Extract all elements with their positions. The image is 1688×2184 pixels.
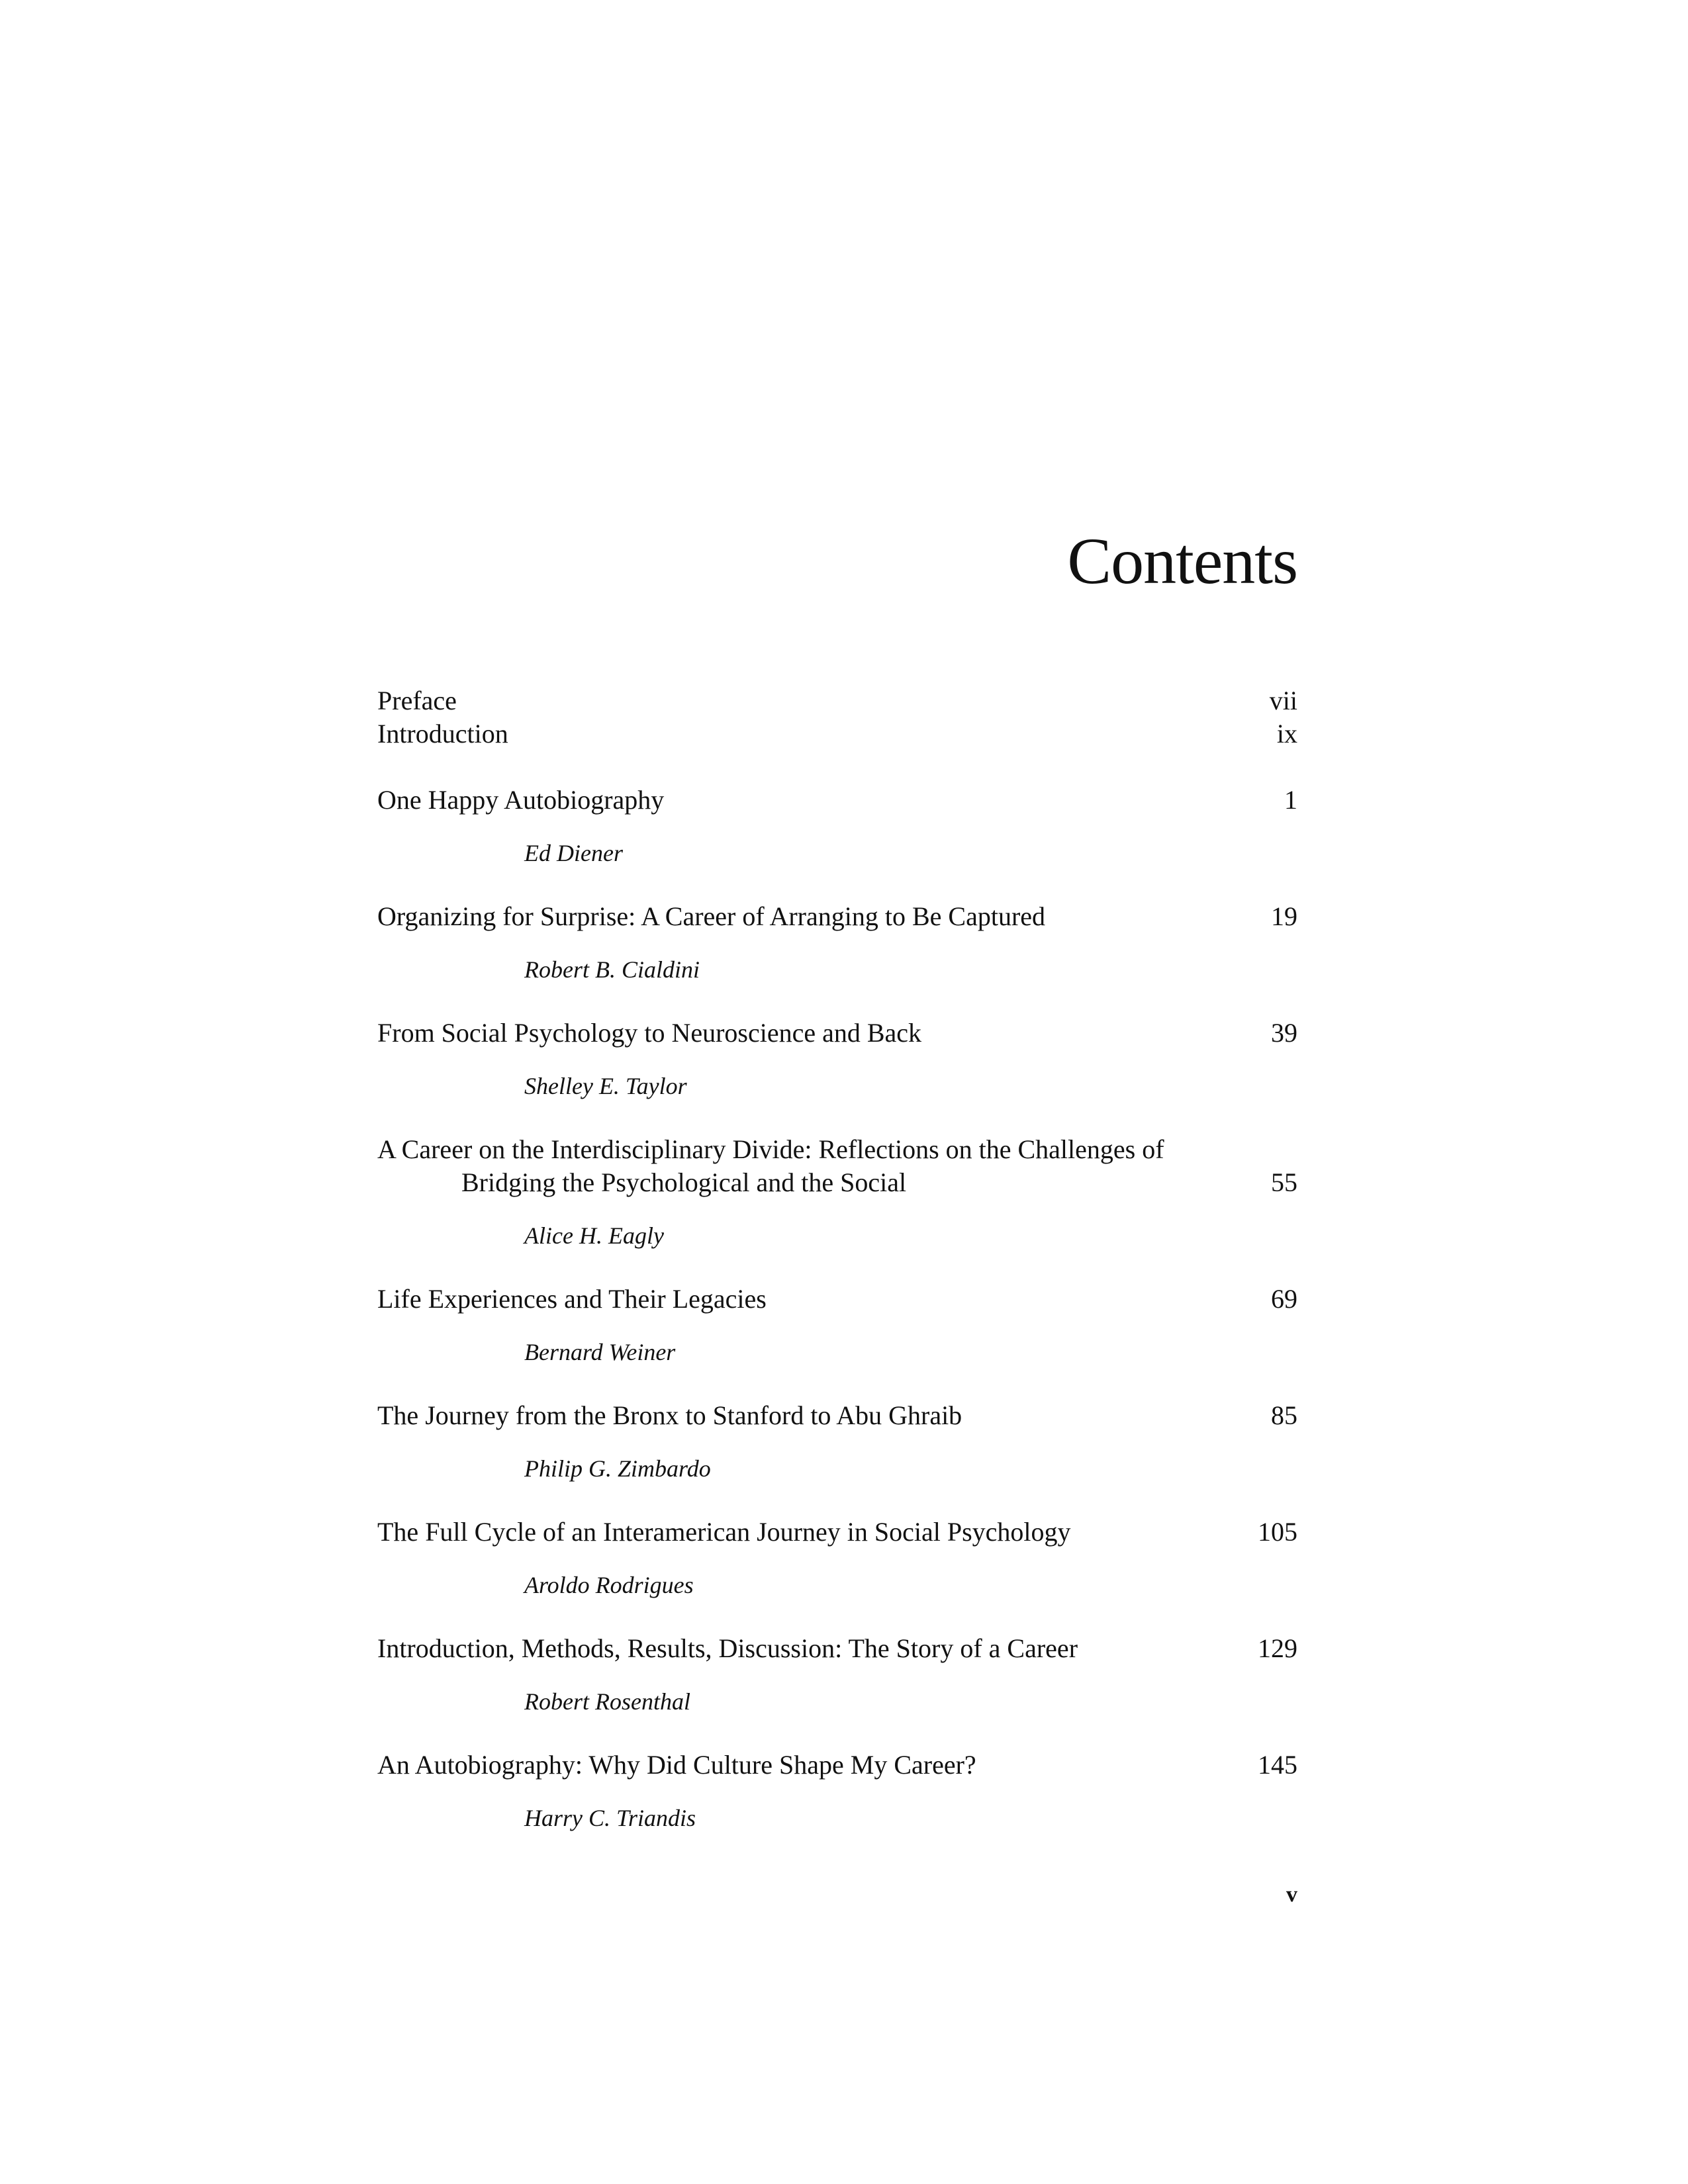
entry-page-number: vii (1269, 686, 1297, 715)
entry-title: Life Experiences and Their Legacies (377, 1284, 767, 1314)
entry-page-number: 1 (1284, 785, 1297, 815)
entry-title: Preface (377, 686, 457, 715)
entry-author: Ed Diener (524, 840, 623, 866)
entry-page-number: 129 (1258, 1633, 1297, 1663)
entry-title: Introduction (377, 719, 508, 749)
entry-author: Bernard Weiner (524, 1339, 676, 1365)
entry-page-number: 85 (1271, 1400, 1297, 1430)
entry-page-number: 55 (1271, 1167, 1297, 1197)
entry-page-number: 19 (1271, 901, 1297, 931)
page-folio: v (1286, 1882, 1297, 1907)
entry-title: The Full Cycle of an Interamerican Journey in Social Psychology (377, 1517, 1071, 1547)
page-title: Contents (1067, 524, 1297, 598)
entry-author: Shelley E. Taylor (524, 1073, 687, 1099)
entry-title: A Career on the Interdisciplinary Divide: Reflections on the Challenges of (377, 1134, 1164, 1164)
entry-page-number: 69 (1271, 1284, 1297, 1314)
entry-title: One Happy Autobiography (377, 785, 665, 815)
entry-title: An Autobiography: Why Did Culture Shape My Career? (377, 1750, 976, 1780)
entry-author: Robert Rosenthal (524, 1688, 690, 1715)
entry-page-number: 105 (1258, 1517, 1297, 1547)
entry-author: Alice H. Eagly (524, 1222, 664, 1249)
entry-page-number: ix (1276, 719, 1297, 749)
entry-title: From Social Psychology to Neuroscience and Back (377, 1018, 922, 1048)
entry-title-continuation: Bridging the Psychological and the Social (461, 1167, 907, 1197)
entry-title: Introduction, Methods, Results, Discussion: The Story of a Career (377, 1633, 1078, 1663)
entry-page-number: 145 (1258, 1750, 1297, 1780)
entry-author: Harry C. Triandis (524, 1805, 696, 1831)
entry-author: Robert B. Cialdini (524, 956, 700, 983)
entry-author: Aroldo Rodrigues (524, 1572, 694, 1598)
entry-author: Philip G. Zimbardo (524, 1455, 711, 1482)
entry-title: The Journey from the Bronx to Stanford to Abu Ghraib (377, 1400, 962, 1430)
entry-page-number: 39 (1271, 1018, 1297, 1048)
toc-page (377, 0, 1297, 2184)
entry-title: Organizing for Surprise: A Career of Arranging to Be Captured (377, 901, 1046, 931)
